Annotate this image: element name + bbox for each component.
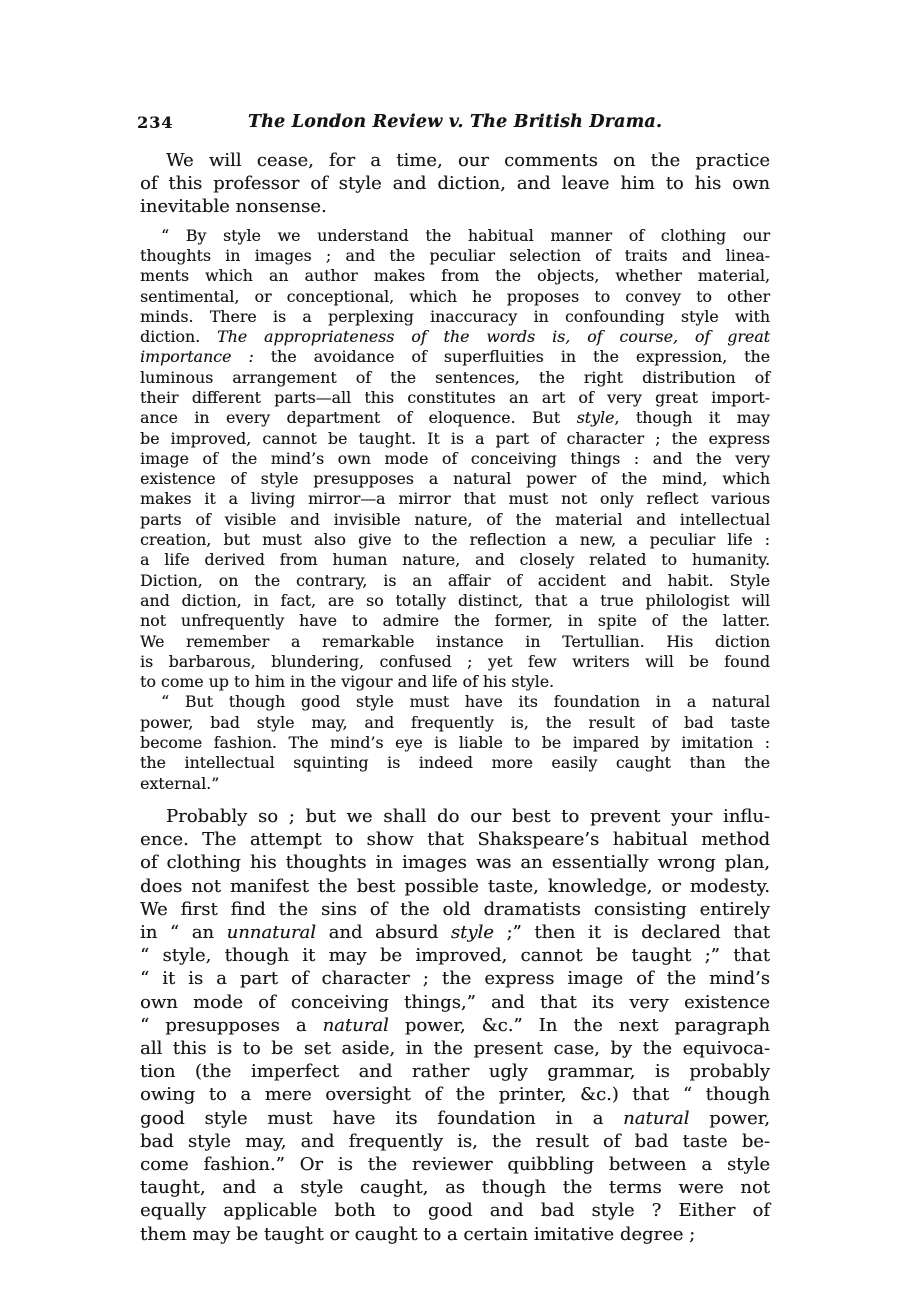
text-line: of this professor of style and diction, and leave him to his own (140, 173, 770, 195)
text-line: taught, and a style caught, as though the terms were not (140, 1177, 770, 1199)
text-line: come fashion.” Or is the reviewer quibbling between a style (140, 1153, 770, 1175)
text-line: the intellectual squinting is indeed more easily caught than the (140, 753, 770, 773)
text-line: not unfrequently have to admire the former, in spite of the latter. (140, 611, 770, 631)
page-number: 234 (137, 113, 174, 132)
text-line: We will cease, for a time, our comments on the practice (166, 150, 770, 171)
text-line: tion (the imperfect and rather ugly grammar, is probably (140, 1061, 770, 1083)
text-line: image of the mind’s own mode of conceiving things : and the very (140, 448, 770, 468)
text-line: importance : the avoidance of superfluities in the expression, the (140, 347, 770, 367)
text-line: all this is to be set aside, in the present case, by the equivoca- (140, 1037, 770, 1059)
text-line: creation, but must also give to the reflection a new, a peculiar life : (140, 530, 770, 550)
text-line: own mode of conceiving things,” and that its very existence (140, 991, 770, 1013)
text-line: Diction, on the contrary, is an affair of accident and habit. Style (140, 570, 770, 590)
text-line: does not manifest the best possible taste, knowledge, or modesty. (140, 875, 770, 897)
text-line: good style must have its foundation in a natural power, (140, 1107, 770, 1129)
text-line: minds. There is a perplexing inaccuracy in confounding style with (140, 306, 770, 326)
text-line: luminous arrangement of the sentences, the right distribution of (140, 367, 770, 387)
paragraph (140, 226, 770, 693)
text-line: thoughts in images ; and the peculiar selection of traits and linea- (140, 245, 770, 265)
text-line: a life derived from human nature, and closely related to humanity. (140, 550, 770, 570)
text-line: ments which an author makes from the objects, whether material, (140, 266, 770, 286)
text-line: makes it a living mirror—a mirror that must not only reflect various (140, 489, 770, 509)
text-line: power, bad style may, and frequently is, the result of bad taste (140, 712, 770, 732)
paragraph (140, 692, 770, 793)
text-line: diction. The appropriateness of the words is, of course, of great (140, 327, 770, 347)
text-line: external.” (140, 773, 220, 793)
text-line: Probably so ; but we shall do our best to prevent your influ- (166, 805, 770, 827)
text-line: existence of style presupposes a natural power of the mind, which (140, 469, 770, 489)
text-line: We first find the sins of the old dramatists consisting entirely (140, 898, 770, 920)
text-line: be improved, cannot be taught. It is a part of character ; the express (140, 428, 770, 448)
text-line: is barbarous, blundering, confused ; yet few writers will be found (140, 651, 770, 671)
text-line: parts of visible and invisible nature, of the material and intellectual (140, 509, 770, 529)
page-body (140, 149, 770, 1246)
text-line: ance in every department of eloquence. But style, though it may (140, 408, 770, 428)
paragraph (140, 149, 770, 219)
running-title: The London Review v. The British Drama. (247, 112, 663, 132)
text-line: and diction, in fact, are so totally distinct, that a true philologist will (140, 590, 770, 610)
text-line: “ it is a part of character ; the express image of the mind’s (140, 968, 770, 990)
text-line: “ But though good style must have its foundation in a natural (161, 692, 770, 712)
text-line: in “ an unnatural and absurd style ;” then it is declared that (140, 921, 770, 943)
text-line: ence. The attempt to show that Shakspeare’s habitual method (140, 829, 770, 851)
text-line: owing to a mere oversight of the printer, &c.) that “ though (140, 1084, 770, 1106)
text-line: bad style may, and frequently is, the result of bad taste be- (140, 1130, 770, 1152)
text-line: “ presupposes a natural power, &c.” In the next paragraph (140, 1014, 770, 1036)
page-header (137, 112, 770, 136)
text-line: them may be taught or caught to a certain imitative degree ; (140, 1223, 696, 1245)
text-line: inevitable nonsense. (140, 196, 327, 218)
text-line: “ By style we understand the habitual manner of clothing our (161, 225, 770, 245)
text-line: sentimental, or conceptional, which he proposes to convey to other (140, 286, 770, 306)
text-line: equally applicable both to good and bad style ? Either of (140, 1200, 770, 1222)
text-line: to come up to him in the vigour and life of his style. (140, 672, 555, 692)
text-line: of clothing his thoughts in images was an essentially wrong plan, (140, 852, 770, 874)
text-line: “ style, though it may be improved, cannot be taught ;” that (140, 945, 770, 967)
text-line: their different parts—all this constitutes an art of very great import- (140, 387, 770, 407)
paragraph (140, 805, 770, 1246)
text-line: become fashion. The mind’s eye is liable to be impared by imitation : (140, 733, 770, 753)
text-line: We remember a remarkable instance in Tertullian. His diction (140, 631, 770, 651)
